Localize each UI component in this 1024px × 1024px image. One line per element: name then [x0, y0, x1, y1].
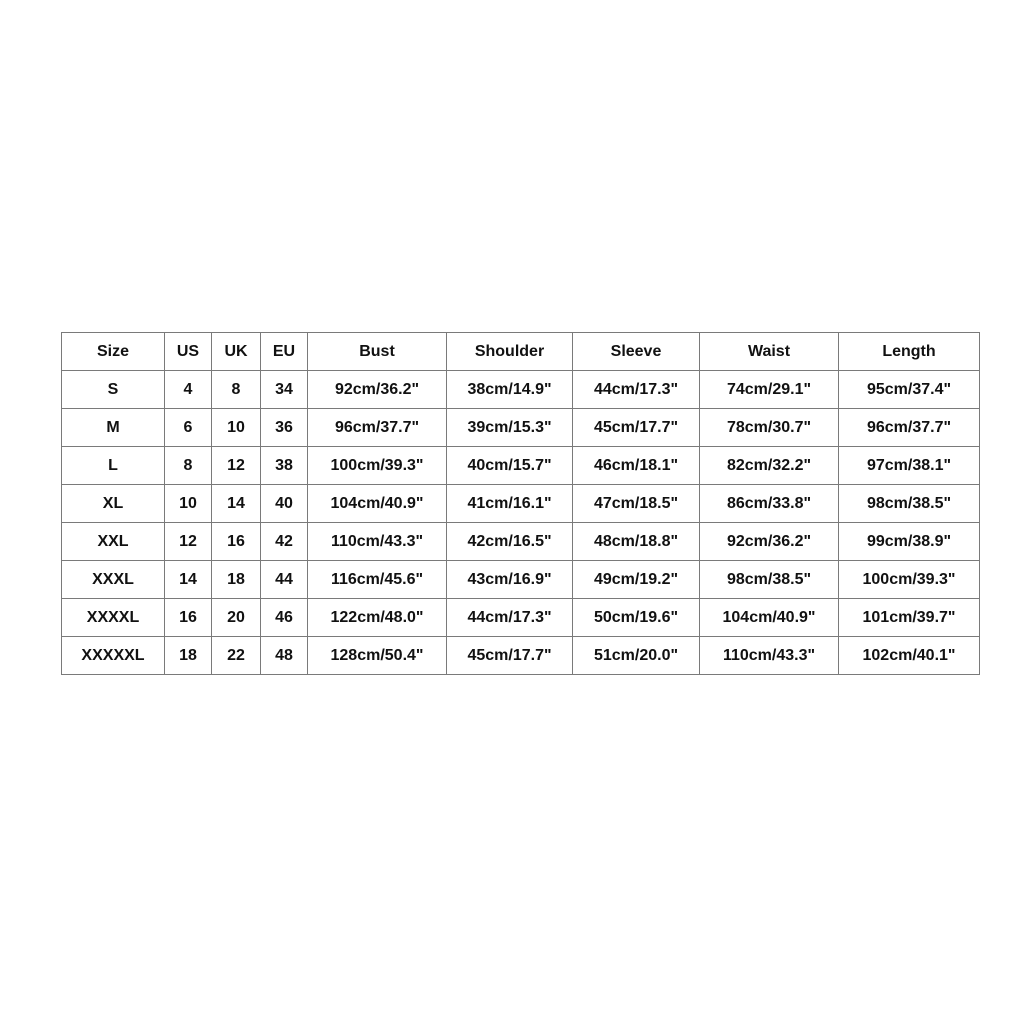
- table-row: [62, 447, 980, 485]
- table-cell-waist: 98cm/38.5": [700, 561, 839, 599]
- table-cell-length: 100cm/39.3": [839, 561, 980, 599]
- table-cell-eu: 48: [261, 637, 308, 675]
- table-cell-bust: 96cm/37.7": [308, 409, 447, 447]
- table-row: [62, 485, 980, 523]
- table-cell-us: 16: [165, 599, 212, 637]
- table-cell-shoulder: 40cm/15.7": [447, 447, 573, 485]
- table-cell-eu: 38: [261, 447, 308, 485]
- table-cell-eu: 34: [261, 371, 308, 409]
- table-cell-us: 18: [165, 637, 212, 675]
- table-cell-shoulder: 45cm/17.7": [447, 637, 573, 675]
- table-cell-bust: 92cm/36.2": [308, 371, 447, 409]
- table-cell-eu: 40: [261, 485, 308, 523]
- table-cell-bust: 100cm/39.3": [308, 447, 447, 485]
- table-cell-waist: 104cm/40.9": [700, 599, 839, 637]
- table-cell-bust: 128cm/50.4": [308, 637, 447, 675]
- table-cell-uk: 12: [212, 447, 261, 485]
- table-cell-size: M: [62, 409, 165, 447]
- column-header-shoulder: Shoulder: [447, 333, 573, 371]
- table-cell-us: 4: [165, 371, 212, 409]
- table-cell-size: XXXXL: [62, 599, 165, 637]
- table-cell-waist: 86cm/33.8": [700, 485, 839, 523]
- table-cell-bust: 116cm/45.6": [308, 561, 447, 599]
- table-cell-us: 12: [165, 523, 212, 561]
- table-cell-length: 99cm/38.9": [839, 523, 980, 561]
- table-cell-length: 97cm/38.1": [839, 447, 980, 485]
- table-cell-uk: 16: [212, 523, 261, 561]
- size-chart-body: [62, 371, 980, 675]
- table-cell-length: 102cm/40.1": [839, 637, 980, 675]
- table-cell-sleeve: 47cm/18.5": [573, 485, 700, 523]
- table-cell-uk: 10: [212, 409, 261, 447]
- table-cell-eu: 46: [261, 599, 308, 637]
- table-cell-length: 95cm/37.4": [839, 371, 980, 409]
- table-cell-size: XXXL: [62, 561, 165, 599]
- table-cell-shoulder: 41cm/16.1": [447, 485, 573, 523]
- table-cell-size: XXXXXL: [62, 637, 165, 675]
- column-header-uk: UK: [212, 333, 261, 371]
- table-cell-eu: 44: [261, 561, 308, 599]
- table-cell-waist: 74cm/29.1": [700, 371, 839, 409]
- table-cell-waist: 92cm/36.2": [700, 523, 839, 561]
- table-cell-uk: 22: [212, 637, 261, 675]
- column-header-sleeve: Sleeve: [573, 333, 700, 371]
- table-cell-sleeve: 49cm/19.2": [573, 561, 700, 599]
- table-cell-shoulder: 39cm/15.3": [447, 409, 573, 447]
- table-cell-uk: 14: [212, 485, 261, 523]
- table-cell-us: 14: [165, 561, 212, 599]
- table-cell-size: L: [62, 447, 165, 485]
- table-cell-sleeve: 48cm/18.8": [573, 523, 700, 561]
- table-cell-uk: 20: [212, 599, 261, 637]
- table-cell-eu: 42: [261, 523, 308, 561]
- table-cell-size: S: [62, 371, 165, 409]
- column-header-waist: Waist: [700, 333, 839, 371]
- table-cell-shoulder: 44cm/17.3": [447, 599, 573, 637]
- table-cell-size: XL: [62, 485, 165, 523]
- table-cell-eu: 36: [261, 409, 308, 447]
- table-cell-uk: 18: [212, 561, 261, 599]
- table-cell-sleeve: 44cm/17.3": [573, 371, 700, 409]
- table-cell-uk: 8: [212, 371, 261, 409]
- header-row: [62, 333, 980, 371]
- table-cell-sleeve: 45cm/17.7": [573, 409, 700, 447]
- table-cell-size: XXL: [62, 523, 165, 561]
- table-cell-sleeve: 51cm/20.0": [573, 637, 700, 675]
- table-row: [62, 523, 980, 561]
- table-cell-length: 98cm/38.5": [839, 485, 980, 523]
- size-chart-table: [61, 332, 980, 675]
- table-cell-bust: 110cm/43.3": [308, 523, 447, 561]
- table-cell-waist: 78cm/30.7": [700, 409, 839, 447]
- table-cell-waist: 82cm/32.2": [700, 447, 839, 485]
- column-header-bust: Bust: [308, 333, 447, 371]
- column-header-eu: EU: [261, 333, 308, 371]
- table-row: [62, 371, 980, 409]
- table-cell-waist: 110cm/43.3": [700, 637, 839, 675]
- table-cell-us: 10: [165, 485, 212, 523]
- table-cell-shoulder: 42cm/16.5": [447, 523, 573, 561]
- table-row: [62, 561, 980, 599]
- table-row: [62, 599, 980, 637]
- table-cell-sleeve: 46cm/18.1": [573, 447, 700, 485]
- table-cell-length: 96cm/37.7": [839, 409, 980, 447]
- table-cell-us: 6: [165, 409, 212, 447]
- table-cell-shoulder: 43cm/16.9": [447, 561, 573, 599]
- table-cell-length: 101cm/39.7": [839, 599, 980, 637]
- table-cell-bust: 122cm/48.0": [308, 599, 447, 637]
- size-chart-header: [62, 333, 980, 371]
- table-cell-bust: 104cm/40.9": [308, 485, 447, 523]
- table-cell-us: 8: [165, 447, 212, 485]
- table-cell-shoulder: 38cm/14.9": [447, 371, 573, 409]
- column-header-length: Length: [839, 333, 980, 371]
- column-header-us: US: [165, 333, 212, 371]
- table-cell-sleeve: 50cm/19.6": [573, 599, 700, 637]
- table-row: [62, 637, 980, 675]
- column-header-size: Size: [62, 333, 165, 371]
- table-row: [62, 409, 980, 447]
